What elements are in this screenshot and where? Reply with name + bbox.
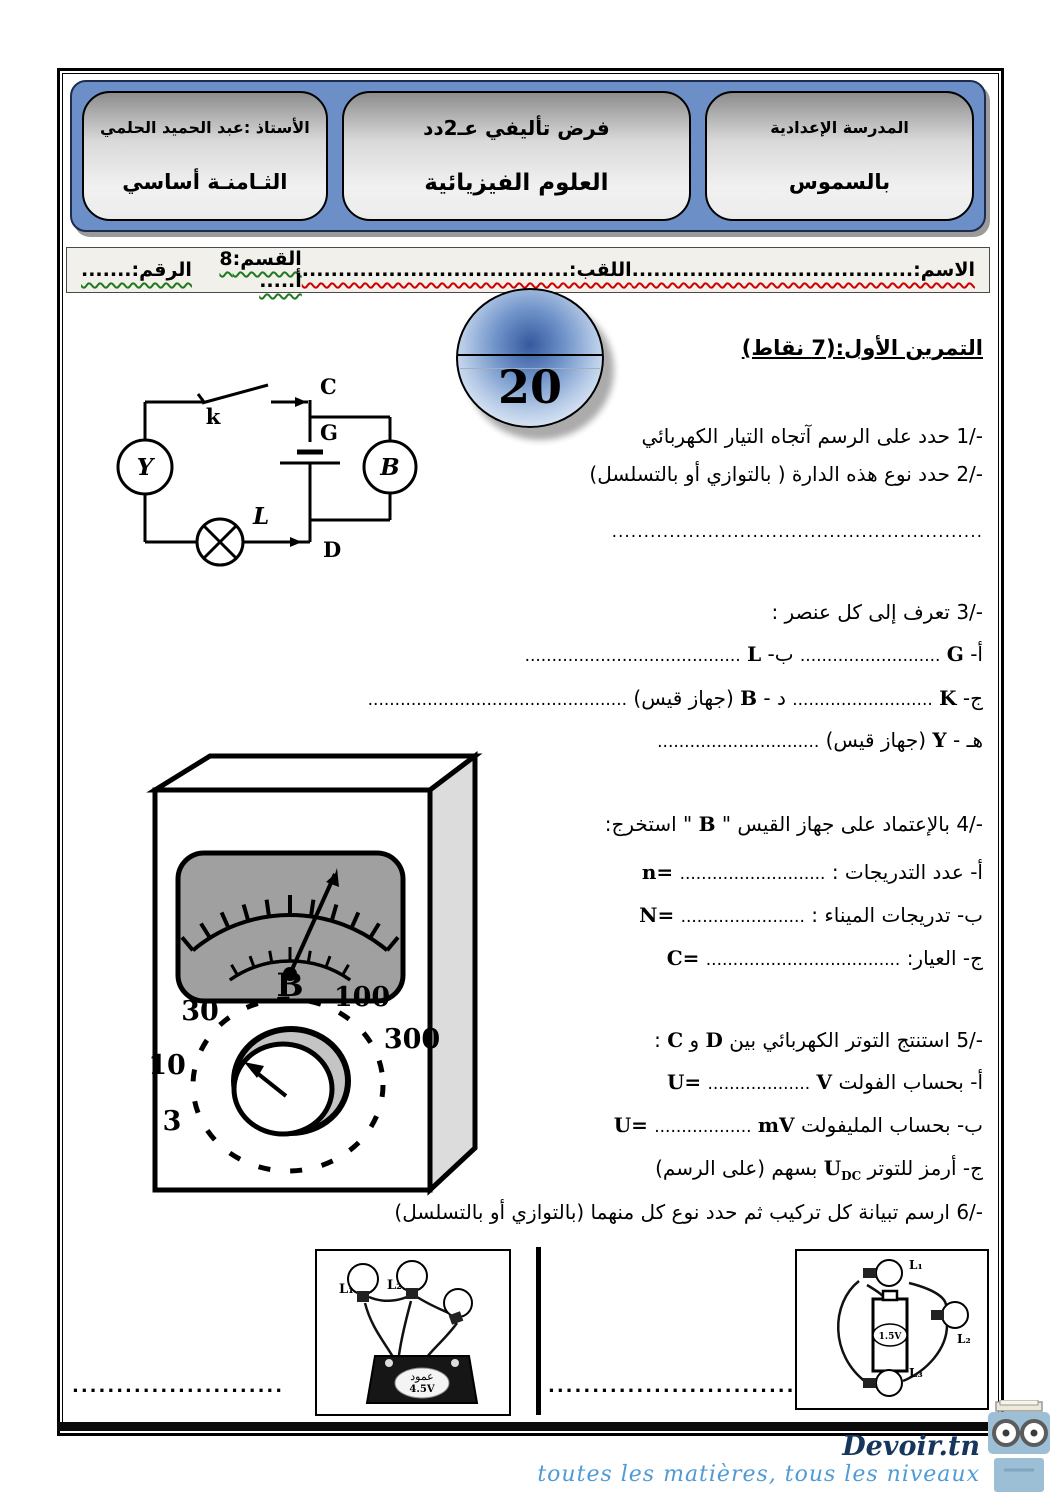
question-3-row2: ج- K .......................... د - B (جهاز قيس) ................................................ [367, 686, 983, 710]
dial-value-3: 3 [162, 1106, 182, 1137]
label-c: C [320, 374, 337, 399]
class-level: الثـامنـة أساسي [122, 170, 288, 195]
parallel-circuit-photo [795, 1249, 989, 1410]
score-value: 20 [497, 360, 562, 414]
class-field: القسم:8 أ..... [219, 248, 302, 292]
label-y: Y [136, 454, 154, 481]
bottom-rule [57, 1422, 1004, 1431]
battery-label-line1: عمود [410, 1370, 434, 1383]
question-4: 4/- بالإعتماد على جهاز القيس " B " استخرج: [604, 812, 983, 836]
exam-subject: العلوم الفيزيائية [424, 170, 609, 196]
question-6: 6/- ارسم تبيانة كل تركيب ثم حدد نوع كل منهما (بالتوازي أو بالتسلسل) [394, 1200, 983, 1224]
circuit-diagram [105, 372, 455, 592]
battery-label-1v5: 1.5V [878, 1332, 902, 1342]
bulb-label-l1: L₁ [339, 1282, 354, 1297]
question-4a: أ- عدد التدريجات : ........................... n= [641, 860, 983, 884]
question-4c: ج- العيار: .................................... C= [666, 946, 983, 970]
battery-label-line2: 4.5V [409, 1384, 435, 1395]
question-3-row3: هـ - Y (جهاز قيس) .............................. [657, 728, 983, 752]
dial-value-10: 10 [148, 1050, 186, 1081]
teacher-name: الأستاذ :عبد الحميد الحلمي [100, 117, 310, 137]
question-5c: ج- أرمز للتوتر $U_{DC}$ بسهم (على الرسم) [655, 1156, 983, 1183]
question-1: 1/- حدد على الرسم آتجاه التيار الكهربائي [641, 424, 983, 448]
multimeter-figure [140, 748, 485, 1200]
label-l: L [253, 503, 270, 530]
question-3-row1: أ- G .......................... ب- L ........................................ [524, 642, 983, 666]
question-5: 5/- استنتج التوتر الكهربائي بين D و C : [654, 1028, 983, 1052]
name-field: الاسم:....................................... [631, 259, 975, 281]
surname-field: اللقب:..................................... [301, 259, 632, 281]
question-5b: ب- بحساب المليفولت mV .................. U= [613, 1113, 983, 1137]
bulb-label-l2: L₂ [387, 1278, 402, 1293]
answer-dots-q2: .......................................................... [611, 522, 983, 542]
exam-box [342, 91, 691, 221]
school-name: المدرسة الإعدادية [770, 117, 909, 137]
brand-tagline: toutes les matières, tous les niveaux [537, 1462, 980, 1487]
meter-display-label: B [276, 966, 304, 1004]
bulb-label-l3: L₃ [909, 1366, 923, 1380]
brand-logo-text: Devoir.tn [842, 1431, 980, 1462]
label-g: G [320, 420, 338, 445]
question-3: 3/- تعرف إلى كل عنصر : [771, 600, 983, 624]
current-arrow-bottom [290, 537, 302, 547]
bulb-label-l1: L₁ [909, 1258, 923, 1272]
answer-dots-middle: ............................ [548, 1376, 796, 1397]
label-k: k [205, 404, 221, 429]
robot-mascot-icon [984, 1400, 1054, 1495]
dial-value-100: 100 [333, 982, 391, 1013]
header-band [70, 80, 986, 232]
question-5a: أ- بحساب الفولت V ................... U= [666, 1070, 983, 1094]
teacher-box [82, 91, 328, 221]
dial-value-30: 30 [181, 996, 219, 1027]
question-4b: ب- تدريجات الميناء : ....................... N= [639, 903, 983, 927]
current-arrow-top [295, 397, 307, 407]
exam-title: فرض تأليفي عـ2دد [423, 116, 610, 140]
question-2: 2/- حدد نوع هذه الدارة ( بالتوازي أو بالتسلسل) [589, 462, 983, 486]
exercise-title: التمرين الأول:(7 نقاط) [741, 336, 983, 360]
badge-divider-line [457, 354, 603, 356]
answer-dots-left: ........................ [72, 1376, 285, 1397]
dial-knob [234, 1044, 332, 1134]
bulb-label-l2: L₂ [957, 1332, 971, 1346]
student-identity-line [66, 247, 990, 293]
dial-value-300: 300 [383, 1024, 441, 1055]
series-circuit-photo [315, 1249, 511, 1416]
score-badge [456, 288, 604, 428]
figure-divider [536, 1247, 541, 1415]
number-field: الرقم:....... [81, 259, 192, 281]
label-d: D [323, 537, 342, 562]
school-box [705, 91, 974, 221]
label-b: B [380, 454, 400, 481]
school-place: بالسموس [788, 170, 891, 195]
